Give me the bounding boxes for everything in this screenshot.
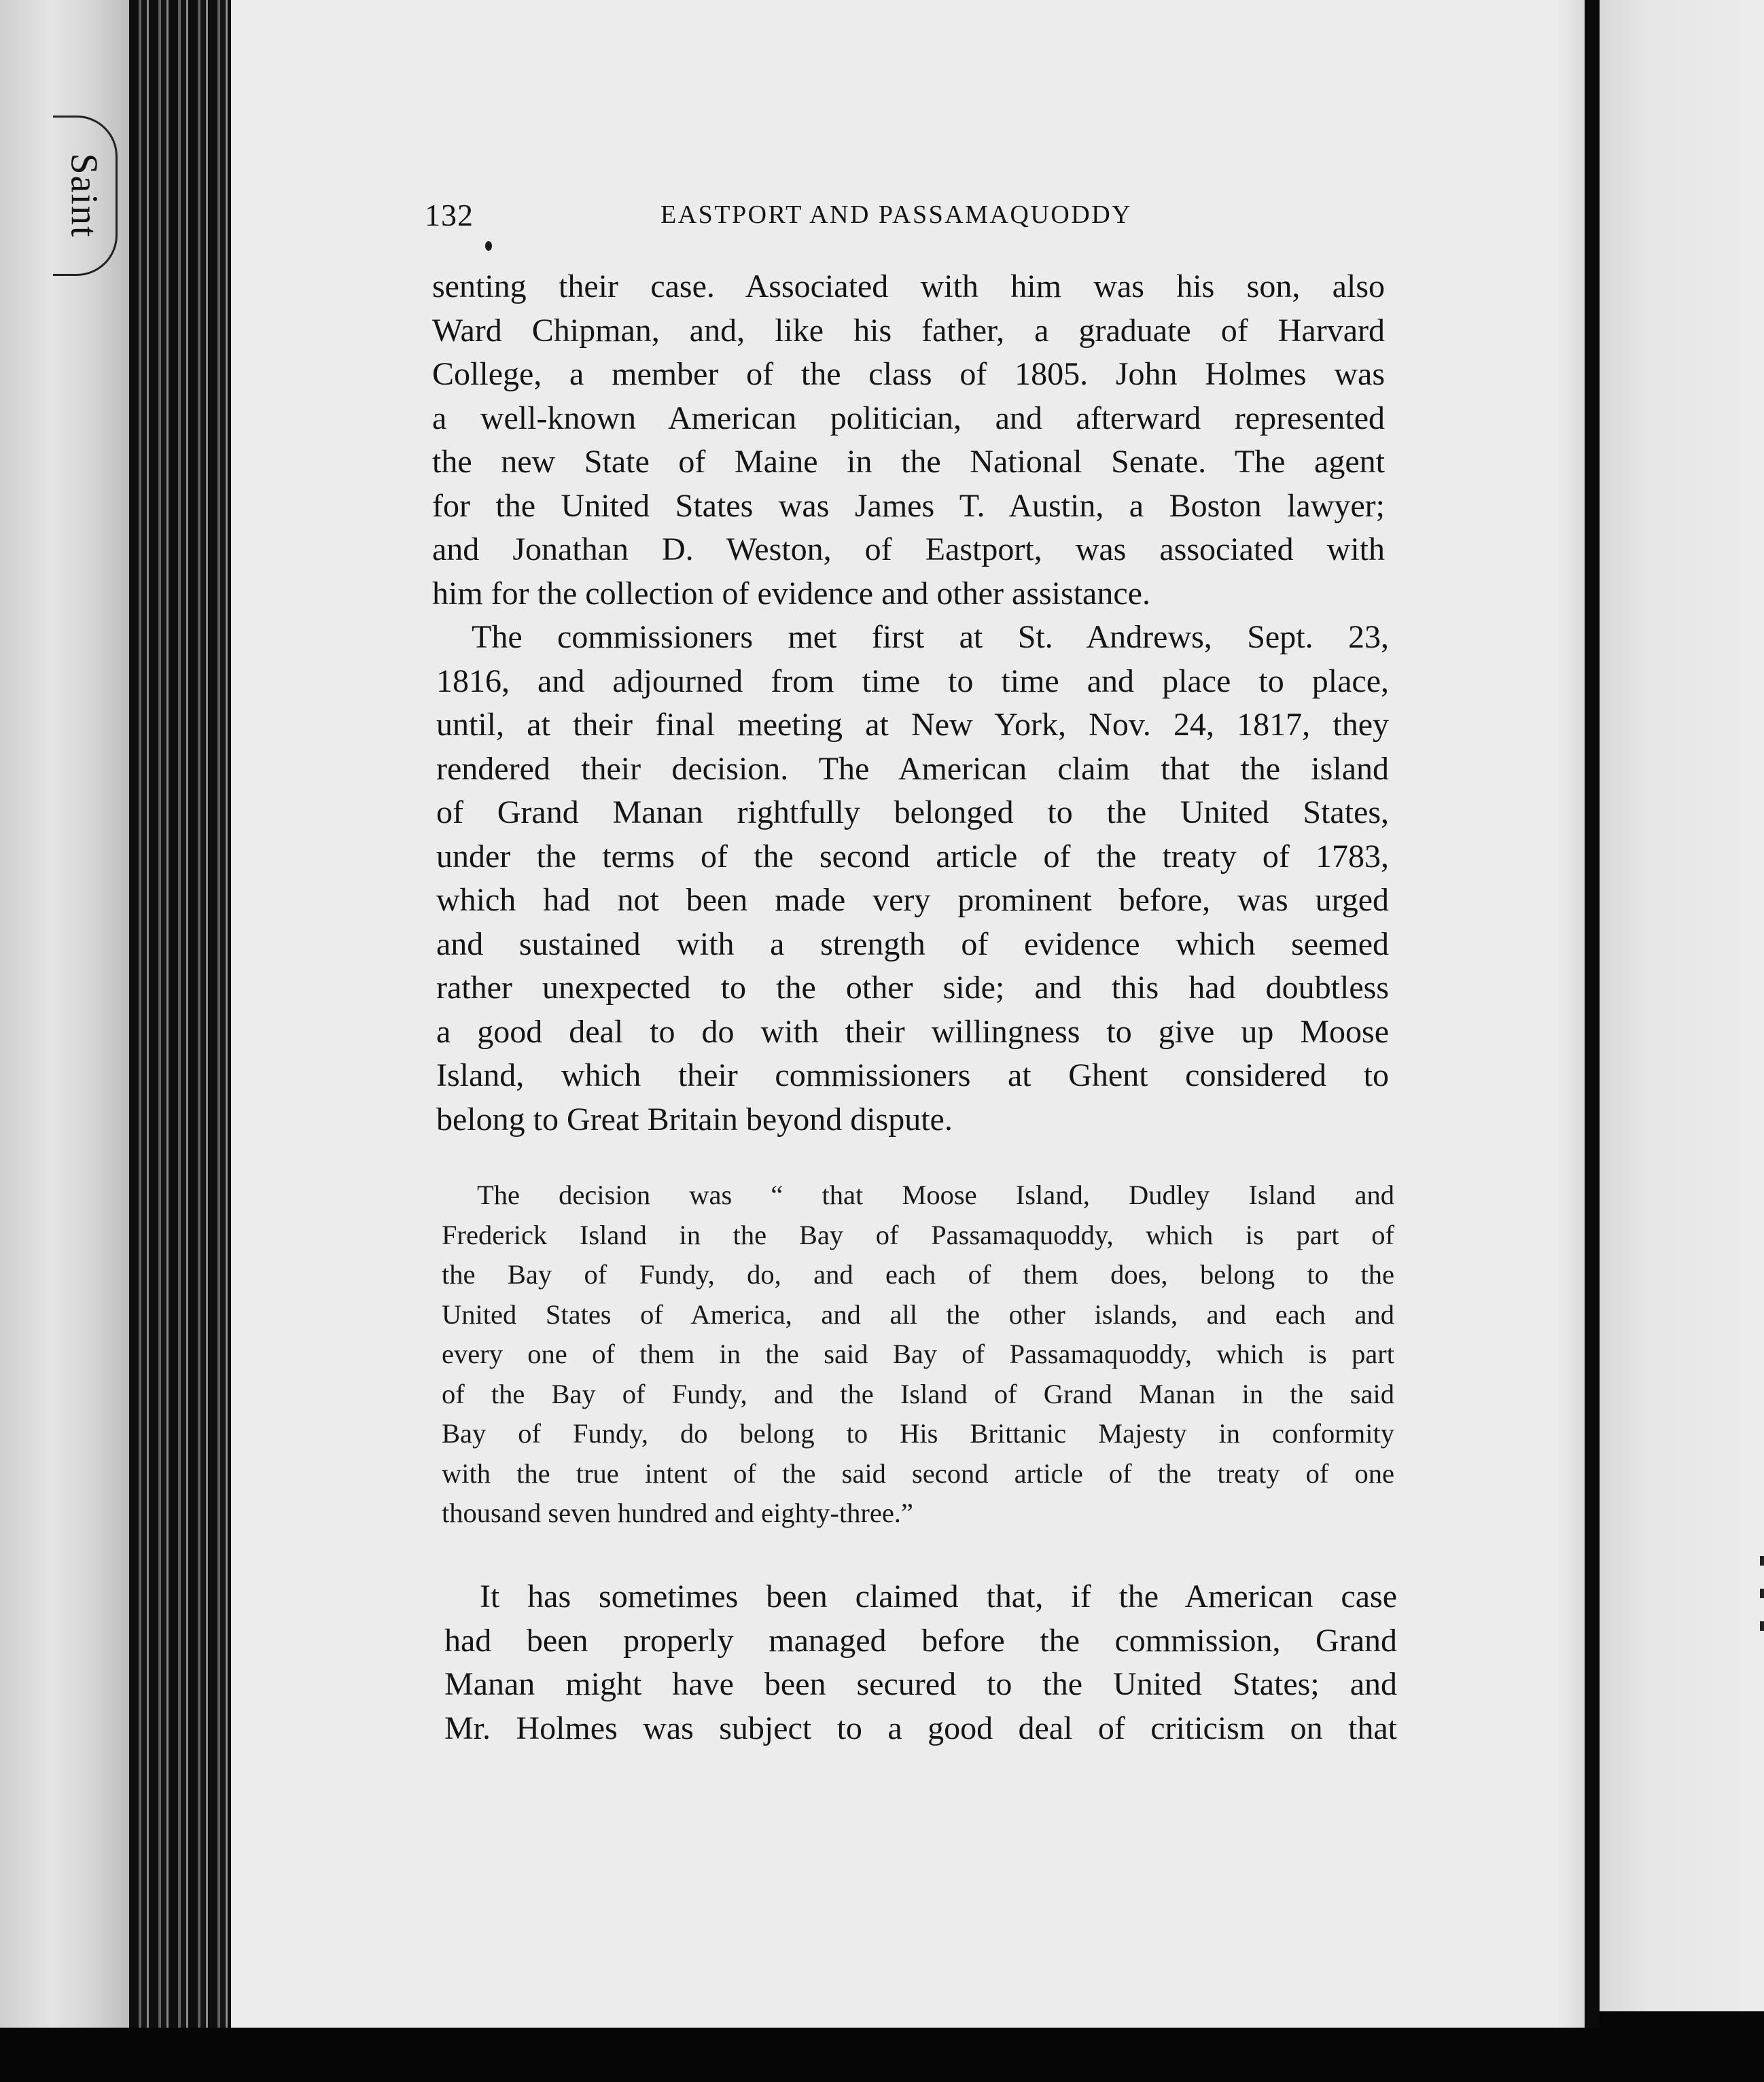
facing-page (1600, 0, 1764, 2011)
text-line: and Jonathan D. Weston, of Eastport, was associated with (432, 531, 1385, 567)
text-line: Island, which their commissioners at Ghent considered to (436, 1057, 1389, 1093)
quote-line: United States of America, and all the other islands, and each and (442, 1299, 1394, 1330)
text-line: Mr. Holmes was subject to a good deal of criticism on that (444, 1710, 1397, 1746)
text-line: rendered their decision. The American claim that the island (436, 750, 1389, 787)
scan-bottom-border (0, 2028, 1764, 2082)
quote-line: Frederick Island in the Bay of Passamaquoddy, which is part of (442, 1219, 1394, 1250)
text-line: for the United States was James T. Austin, a Boston lawyer; (432, 487, 1385, 524)
text-line: until, at their final meeting at New York, Nov. 24, 1817, they (436, 707, 1389, 743)
running-title: EASTPORT AND PASSAMAQUODDY (660, 200, 1133, 229)
page-gutter (1585, 0, 1600, 2039)
text-line: College, a member of the class of 1805. John Holmes was (432, 356, 1385, 392)
quote-line: the Bay of Fundy, do, and each of them does, belong to the (442, 1259, 1394, 1290)
text-line: under the terms of the second article of the treaty of 1783, (436, 838, 1389, 875)
text-line: him for the collection of evidence and other assistance. (432, 575, 1150, 612)
text-line: senting their case. Associated with him was his son, also (432, 268, 1385, 304)
quote-line: Bay of Fundy, do belong to His Brittanic Majesty in conformity (442, 1418, 1394, 1449)
paragraph-2 (436, 616, 1389, 1142)
text-line: It has sometimes been claimed that, if the American case (480, 1578, 1397, 1615)
text-line: the new State of Maine in the National Senate. The agent (432, 444, 1385, 480)
text-line: had been properly managed before the commission, Grand (444, 1622, 1397, 1659)
text-line: Ward Chipman, and, like his father, a graduate of Harvard (432, 312, 1385, 349)
text-line: and sustained with a strength of evidence which seemed (436, 925, 1389, 962)
stray-mark (485, 241, 492, 251)
paragraph-1 (432, 265, 1385, 616)
quote-line: of the Bay of Fundy, and the Island of Grand Manan in the said (442, 1378, 1394, 1409)
running-head (425, 197, 1393, 238)
text-line: of Grand Manan rightfully belonged to the United States, (436, 794, 1389, 830)
text-line: belong to Great Britain beyond dispute. (436, 1101, 953, 1137)
facing-page-marks (1756, 1556, 1764, 1654)
binding-edge-strip (0, 0, 129, 2039)
text-line: The commissioners met first at St. Andrews, Sept. 23, (472, 619, 1389, 655)
quote-line: every one of them in the said Bay of Passamaquoddy, which is part (442, 1339, 1394, 1369)
block-quote (442, 1176, 1394, 1534)
quote-line: The decision was “ that Moose Island, Dudley Island and (477, 1180, 1394, 1210)
quote-line: with the true intent of the said second article of the treaty of one (442, 1458, 1394, 1489)
text-line: 1816, and adjourned from time to time and place to place, (436, 663, 1389, 699)
text-line: a good deal to do with their willingness to give up Moose (436, 1013, 1389, 1050)
text-line: rather unexpected to the other side; and this had doubtless (436, 970, 1389, 1006)
spine-label (53, 116, 118, 276)
spine-label-text: Saint (63, 153, 105, 239)
page-number: 132 (425, 198, 474, 232)
text-line: Manan might have been secured to the United States; and (444, 1666, 1397, 1702)
text-line: a well-known American politician, and afterward represented (432, 400, 1385, 436)
text-line: which had not been made very prominent before, was urged (436, 882, 1389, 918)
page-edges (129, 0, 231, 2039)
page-shadow (1557, 0, 1585, 2028)
paragraph-3 (444, 1575, 1397, 1750)
quote-line: thousand seven hundred and eighty-three.” (442, 1498, 913, 1528)
